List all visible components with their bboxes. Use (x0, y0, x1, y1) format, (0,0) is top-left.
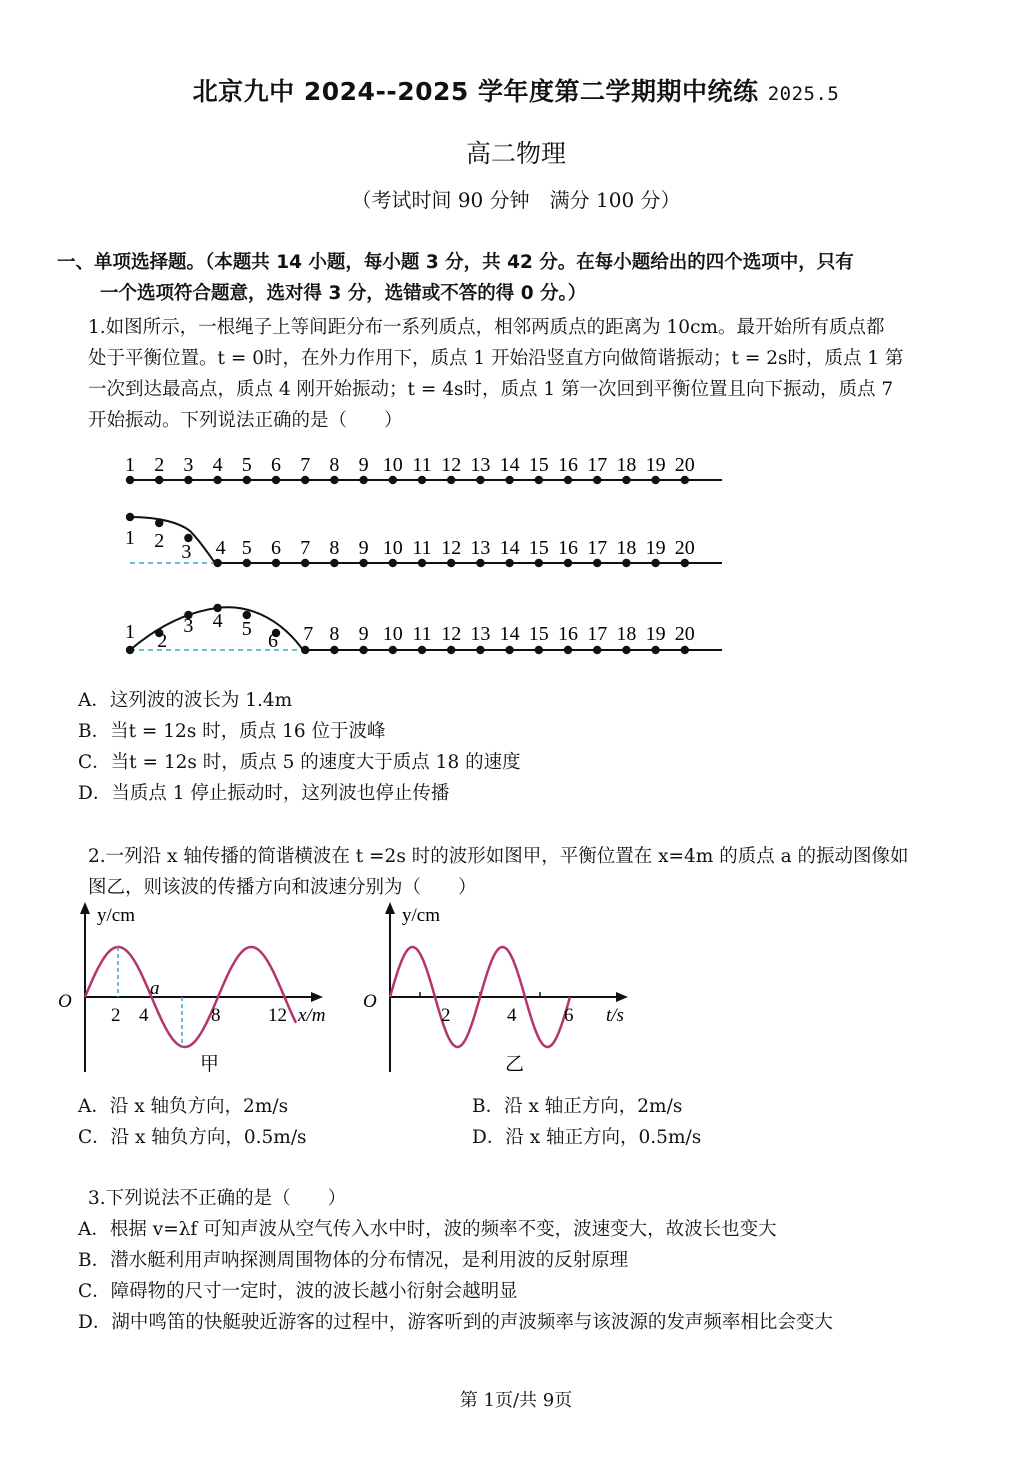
row3-label-18: 18 (616, 623, 637, 645)
q1-stem-line2: 处于平衡位置。t = 0时，在外力作用下，质点 1 开始沿竖直方向做简谐振动；t = 2s时，质点 1 第 (88, 348, 904, 369)
q1-option-b: B．当t = 12s 时，质点 16 位于波峰 (78, 721, 386, 742)
row1-label-1: 1 (125, 454, 135, 476)
q2-graph-vibration (360, 900, 640, 1080)
row3-label-19: 19 (645, 623, 666, 645)
q1-rope-figure (110, 445, 730, 665)
row3-point-13 (476, 646, 484, 654)
row3-label-16: 16 (558, 623, 578, 645)
row3-point-17 (593, 646, 601, 654)
row3-point-12 (447, 646, 455, 654)
rope-row2-wave (130, 517, 215, 563)
row1-point-3 (184, 476, 192, 484)
row2-point-19 (651, 559, 659, 567)
row2-point-5 (243, 559, 251, 567)
row3-label-1: 1 (125, 621, 135, 643)
row1-point-17 (593, 476, 601, 484)
row3-point-16 (564, 646, 572, 654)
row1-point-15 (535, 476, 543, 484)
graph-a-tick-2: 2 (111, 1005, 121, 1026)
row1-point-10 (389, 476, 397, 484)
graph-a-y-arrow (80, 902, 90, 914)
graph-a-xlabel: x/m (298, 1005, 326, 1026)
q2-option-b: B．沿 x 轴正方向，2m/s (472, 1096, 683, 1117)
subject-title: 高二物理 (465, 139, 566, 168)
graph-a-x-arrow (311, 992, 323, 1002)
row3-label-13: 13 (470, 623, 491, 645)
q2-graph-wave (55, 900, 355, 1080)
row1-point-8 (330, 476, 338, 484)
row1-label-16: 16 (558, 454, 578, 476)
graph-b-ylabel: y/cm (402, 905, 440, 926)
row1-label-20: 20 (674, 454, 695, 476)
row2-label-17: 17 (587, 537, 608, 559)
q3-option-b: B．潜水艇利用声呐探测周围物体的分布情况，是利用波的反射原理 (78, 1250, 629, 1271)
row3-label-2: 2 (157, 630, 168, 652)
row3-label-10: 10 (382, 623, 403, 645)
row2-point-11 (418, 559, 426, 567)
section-heading-line1: 一、单项选择题。（本题共 14 小题，每小题 3 分，共 42 分。在每小题给出的四个选项中，只有 (57, 252, 854, 273)
row3-point-7 (301, 646, 309, 654)
row1-label-14: 14 (499, 454, 520, 476)
row2-point-20 (681, 559, 689, 567)
row2-label-18: 18 (616, 537, 637, 559)
row1-label-6: 6 (271, 454, 281, 476)
graph-b-tick-2: 2 (441, 1005, 451, 1026)
section-heading-line2: 一个选项符合题意，选对得 3 分，选错或不答的得 0 分。） (100, 283, 587, 304)
exam-title (0, 72, 1032, 108)
row3-point-11 (418, 646, 426, 654)
rope-row2-points (125, 513, 695, 567)
row1-label-18: 18 (616, 454, 637, 476)
row2-label-14: 14 (499, 537, 520, 559)
row1-point-20 (681, 476, 689, 484)
row3-label-7: 7 (303, 623, 314, 645)
exam-date: 2025.5 (767, 83, 840, 105)
exam-duration: （考试时间 90 分钟 满分 100 分） (351, 188, 681, 212)
row1-label-11: 11 (412, 454, 432, 476)
graph-a-ylabel: y/cm (97, 905, 135, 926)
q1-option-a: A．这列波的波长为 1.4m (78, 690, 293, 711)
row1-label-7: 7 (300, 454, 311, 476)
q3-option-a: A．根据 v=λf 可知声波从空气传入水中时，波的频率不变，波速变大，故波长也变大 (78, 1219, 777, 1240)
graph-b-tick-6: 6 (564, 1005, 574, 1026)
row1-point-18 (622, 476, 630, 484)
row2-label-11: 11 (412, 537, 432, 559)
row3-label-6: 6 (268, 630, 278, 652)
graph-a-tick-4: 4 (139, 1005, 149, 1026)
row3-label-15: 15 (528, 623, 549, 645)
row3-label-11: 11 (412, 623, 432, 645)
row2-label-19: 19 (645, 537, 666, 559)
row1-point-4 (213, 476, 221, 484)
row3-label-8: 8 (329, 623, 340, 645)
row3-label-9: 9 (358, 623, 369, 645)
row3-point-8 (330, 646, 338, 654)
row3-label-12: 12 (441, 623, 462, 645)
row2-point-18 (622, 559, 630, 567)
row3-label-17: 17 (587, 623, 608, 645)
row2-label-4: 4 (215, 537, 226, 559)
row1-point-5 (243, 476, 251, 484)
row2-label-5: 5 (241, 537, 252, 559)
row2-point-1 (126, 513, 134, 521)
row1-point-2 (155, 476, 163, 484)
row1-label-8: 8 (329, 454, 340, 476)
row1-label-2: 2 (154, 454, 165, 476)
q1-stem-line4: 开始振动。下列说法正确的是（ ） (88, 410, 403, 431)
row3-point-1 (126, 646, 134, 654)
row2-point-2 (155, 519, 163, 527)
graph-b-caption: 乙 (505, 1054, 525, 1075)
row1-label-5: 5 (241, 454, 252, 476)
graph-a-point-label: a (150, 978, 160, 999)
exam-title-text: 北京九中 2024--2025 学年度第二学期期中统练 (192, 77, 759, 106)
q3-option-d: D．湖中鸣笛的快艇驶近游客的过程中，游客听到的声波频率与该波源的发声频率相比会变大 (78, 1312, 833, 1333)
row3-label-14: 14 (499, 623, 520, 645)
q1-option-c: C．当t = 12s 时，质点 5 的速度大于质点 18 的速度 (78, 752, 521, 773)
row2-point-6 (272, 559, 280, 567)
row3-label-4: 4 (212, 610, 223, 632)
row3-label-3: 3 (183, 615, 194, 637)
q2-option-c: C．沿 x 轴负方向，0.5m/s (78, 1127, 307, 1148)
row3-point-10 (389, 646, 397, 654)
row2-point-13 (476, 559, 484, 567)
row3-label-20: 20 (674, 623, 695, 645)
row3-point-9 (359, 646, 367, 654)
row1-label-19: 19 (645, 454, 666, 476)
graph-a-tick-12: 12 (268, 1005, 287, 1026)
row2-point-17 (593, 559, 601, 567)
q2-stem-line1: 2.一列沿 x 轴传播的简谐横波在 t =2s 时的波形如图甲，平衡位置在 x=4m 的质点 a 的振动图像如 (88, 846, 909, 867)
row1-point-9 (359, 476, 367, 484)
q3-option-c: C．障碍物的尺寸一定时，波的波长越小衍射会越明显 (78, 1281, 518, 1302)
row1-point-6 (272, 476, 280, 484)
row2-label-6: 6 (271, 537, 281, 559)
graph-b-xlabel: t/s (606, 1005, 624, 1026)
page-footer: 第 1页/共 9页 (459, 1390, 573, 1411)
row1-point-14 (505, 476, 513, 484)
row2-label-1: 1 (125, 527, 135, 549)
row2-label-15: 15 (528, 537, 549, 559)
graph-b-x-arrow (616, 992, 628, 1002)
row2-label-8: 8 (329, 537, 340, 559)
row1-point-19 (651, 476, 659, 484)
row2-point-7 (301, 559, 309, 567)
row1-label-9: 9 (358, 454, 369, 476)
row2-label-20: 20 (674, 537, 695, 559)
row2-label-16: 16 (558, 537, 578, 559)
row1-point-7 (301, 476, 309, 484)
rope-row3-points (125, 604, 695, 654)
graph-a-caption: 甲 (200, 1054, 220, 1075)
q2-stem-line2: 图乙，则该波的传播方向和波速分别为（ ） (88, 877, 477, 898)
row3-point-15 (535, 646, 543, 654)
row2-point-16 (564, 559, 572, 567)
q1-option-d: D．当质点 1 停止振动时，这列波也停止传播 (78, 783, 450, 804)
row1-point-11 (418, 476, 426, 484)
graph-a-tick-8: 8 (211, 1005, 221, 1026)
row1-point-13 (476, 476, 484, 484)
row1-point-16 (564, 476, 572, 484)
row2-label-10: 10 (382, 537, 403, 559)
row3-point-19 (651, 646, 659, 654)
row2-label-12: 12 (441, 537, 462, 559)
row1-label-3: 3 (183, 454, 194, 476)
q1-stem-line1: 1.如图所示，一根绳子上等间距分布一系列质点，相邻两质点的距离为 10cm。最开始所有质点都 (88, 317, 885, 338)
row2-label-3: 3 (181, 541, 192, 563)
row3-point-20 (681, 646, 689, 654)
row2-label-7: 7 (300, 537, 311, 559)
row2-point-10 (389, 559, 397, 567)
row1-label-15: 15 (528, 454, 549, 476)
q3-stem: 3.下列说法不正确的是（ ） (88, 1188, 347, 1209)
q1-stem-line3: 一次到达最高点，质点 4 刚开始振动；t = 4s时，质点 1 第一次回到平衡位置且向下振动，质点 7 (88, 379, 894, 400)
q2-option-d: D．沿 x 轴正方向，0.5m/s (472, 1127, 702, 1148)
row1-label-13: 13 (470, 454, 491, 476)
row3-label-5: 5 (241, 618, 252, 640)
row1-point-1 (126, 476, 134, 484)
row2-point-15 (535, 559, 543, 567)
row1-label-4: 4 (212, 454, 223, 476)
row1-label-12: 12 (441, 454, 462, 476)
graph-a-origin: O (58, 991, 72, 1012)
row2-label-9: 9 (358, 537, 369, 559)
row2-point-14 (505, 559, 513, 567)
row2-point-12 (447, 559, 455, 567)
row2-point-8 (330, 559, 338, 567)
row1-label-17: 17 (587, 454, 608, 476)
row2-point-4 (213, 559, 221, 567)
graph-b-origin: O (363, 991, 377, 1012)
row2-point-9 (359, 559, 367, 567)
graph-b-tick-4: 4 (507, 1005, 517, 1026)
row1-point-12 (447, 476, 455, 484)
row2-label-2: 2 (154, 530, 165, 552)
row1-label-10: 10 (382, 454, 403, 476)
row3-point-14 (505, 646, 513, 654)
graph-b-y-arrow (385, 902, 395, 914)
q2-option-a: A．沿 x 轴负方向，2m/s (78, 1096, 289, 1117)
row2-label-13: 13 (470, 537, 491, 559)
row3-point-18 (622, 646, 630, 654)
